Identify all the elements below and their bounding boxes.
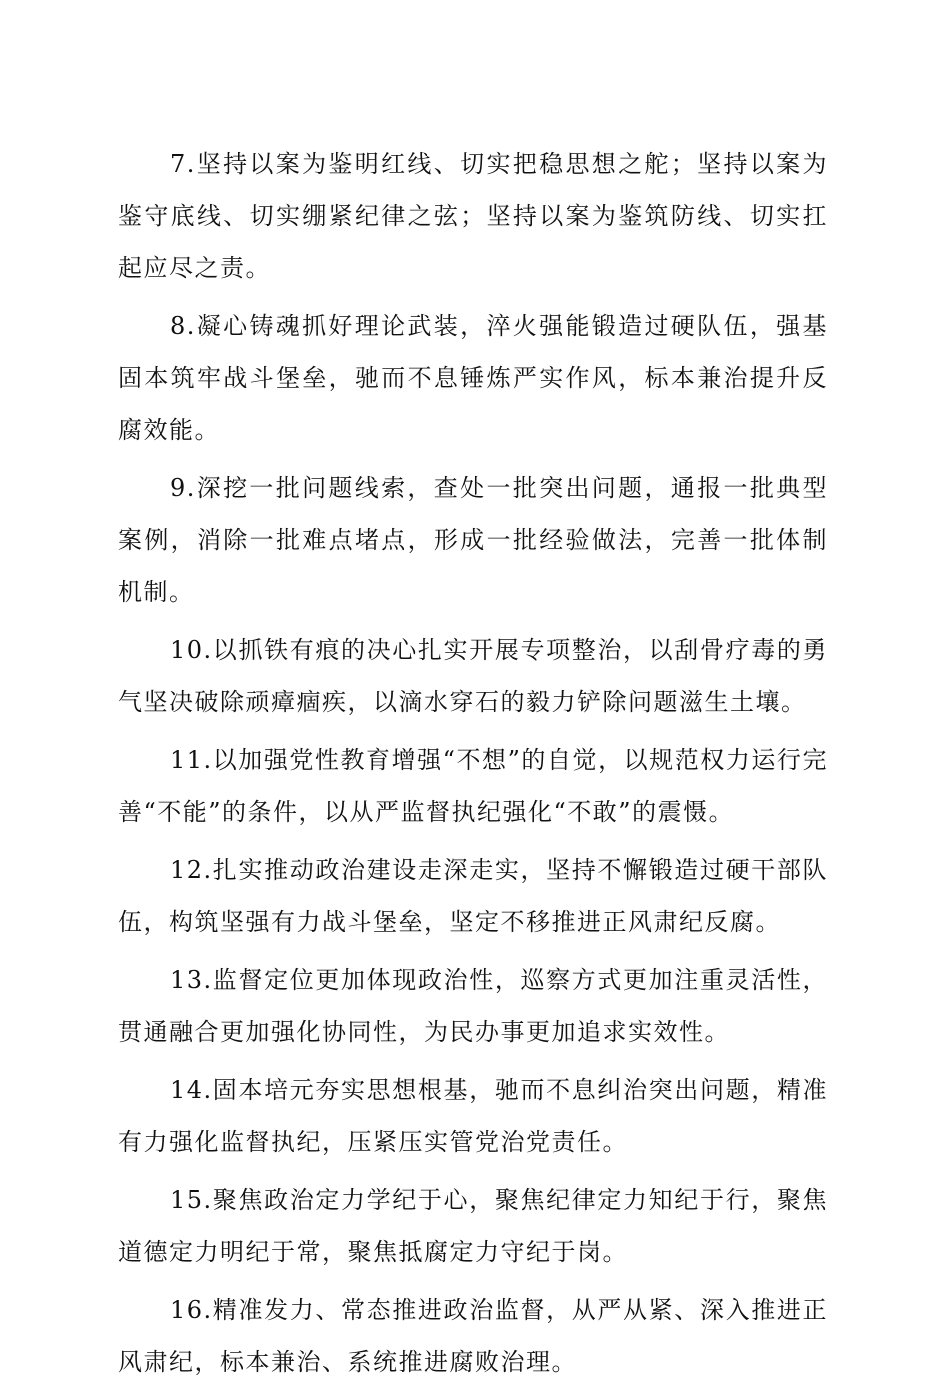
document-body bbox=[118, 138, 828, 1394]
paragraph-16: 16.精准发力、常态推进政治监督，从严从紧、深入推进正风肃纪，标本兼治、系统推进腐败治理。 bbox=[118, 1296, 828, 1376]
paragraph-13: 13.监督定位更加体现政治性，巡察方式更加注重灵活性，贯通融合更加强化协同性，为民办事更加追求实效性。 bbox=[118, 966, 828, 1046]
paragraph-15: 15.聚焦政治定力学纪于心，聚焦纪律定力知纪于行，聚焦道德定力明纪于常，聚焦抵腐定力守纪于岗。 bbox=[118, 1186, 828, 1266]
paragraph-12: 12.扎实推动政治建设走深走实，坚持不懈锻造过硬干部队伍，构筑坚强有力战斗堡垒，坚定不移推进正风肃纪反腐。 bbox=[118, 856, 828, 936]
paragraph-11: 11.以加强党性教育增强“不想”的自觉，以规范权力运行完善“不能”的条件，以从严监督执纪强化“不敢”的震慑。 bbox=[118, 746, 828, 826]
paragraph-14: 14.固本培元夯实思想根基，驰而不息纠治突出问题，精准有力强化监督执纪，压紧压实管党治党责任。 bbox=[118, 1076, 828, 1156]
paragraph-10: 10.以抓铁有痕的决心扎实开展专项整治，以刮骨疗毒的勇气坚决破除顽瘴痼疾，以滴水穿石的毅力铲除问题滋生土壤。 bbox=[118, 636, 828, 716]
paragraph-7: 7.坚持以案为鉴明红线、切实把稳思想之舵；坚持以案为鉴守底线、切实绷紧纪律之弦；坚持以案为鉴筑防线、切实扛起应尽之责。 bbox=[118, 150, 828, 282]
paragraph-8: 8.凝心铸魂抓好理论武装，淬火强能锻造过硬队伍，强基固本筑牢战斗堡垒，驰而不息锤炼严实作风，标本兼治提升反腐效能。 bbox=[118, 312, 828, 444]
paragraph-9: 9.深挖一批问题线索，查处一批突出问题，通报一批典型案例，消除一批难点堵点，形成一批经验做法，完善一批体制机制。 bbox=[118, 474, 828, 606]
